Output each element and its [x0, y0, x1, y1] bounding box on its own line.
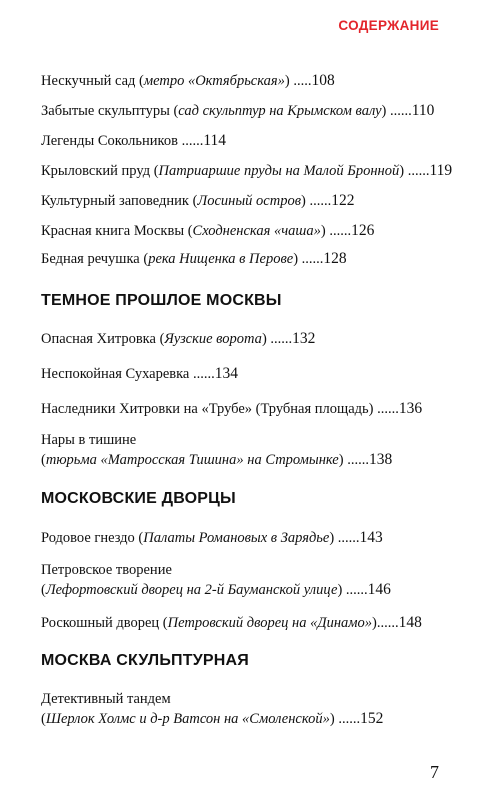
- entry-title: Культурный заповедник (: [41, 193, 198, 209]
- entry-paren: (: [41, 711, 46, 727]
- toc-entry[interactable]: [41, 399, 471, 419]
- entry-paren: (: [41, 452, 46, 468]
- entry-page: 108: [311, 72, 335, 89]
- toc-entry[interactable]: [41, 161, 471, 181]
- entry-title: Бедная речушка (: [41, 251, 149, 267]
- entry-title: Опасная Хитровка (: [41, 331, 165, 347]
- toc-entry[interactable]: [41, 101, 471, 121]
- entry-leader: ......: [376, 615, 399, 631]
- entry-paren: ): [261, 331, 267, 347]
- entry-paren: ): [337, 582, 343, 598]
- entry-paren: (: [41, 582, 46, 598]
- entry-paren: ): [329, 530, 335, 546]
- toc-entry[interactable]: [41, 71, 471, 91]
- toc-entry[interactable]: [41, 560, 471, 600]
- entry-leader: ......: [343, 452, 369, 468]
- toc-entry[interactable]: [41, 528, 471, 548]
- entry-title: Наследники Хитровки на «Трубе» (Трубная площадь): [41, 401, 374, 417]
- entry-paren: ): [293, 251, 299, 267]
- entry-paren: ): [301, 193, 306, 209]
- entry-leader: ......: [334, 530, 360, 546]
- entry-page: 152: [360, 710, 384, 727]
- entry-title: Родовое гнездо (: [41, 530, 144, 546]
- entry-page: 128: [323, 250, 347, 267]
- entry-page: 119: [429, 162, 453, 179]
- entry-subtitle: Сходненская «чаша»: [192, 223, 321, 239]
- entry-leader: ......: [305, 193, 332, 209]
- toc-entry[interactable]: [41, 249, 471, 269]
- toc-entry[interactable]: [41, 689, 471, 729]
- section-heading: МОСКВА СКУЛЬПТУРНАЯ: [41, 652, 249, 669]
- entry-subtitle: Лосиный остров: [197, 193, 302, 209]
- entry-subtitle: Лефортовский дворец на 2-й Бауманской улице: [45, 582, 338, 598]
- entry-title: Крыловский пруд (: [41, 163, 159, 179]
- entry-subtitle: река Нищенка в Перове: [148, 251, 294, 267]
- entry-leader: ......: [177, 133, 204, 149]
- section-heading: ТЕМНОЕ ПРОШЛОЕ МОСКВЫ: [41, 292, 282, 309]
- entry-page: 122: [331, 192, 355, 209]
- toc-entry[interactable]: [41, 329, 471, 349]
- entry-leader: .....: [289, 73, 312, 89]
- toc-entry[interactable]: [41, 430, 471, 470]
- entry-leader: ......: [325, 223, 352, 239]
- entry-title: Нары в тишине: [41, 432, 137, 448]
- entry-paren: ): [399, 163, 405, 179]
- entry-subtitle: Яузские ворота: [164, 331, 262, 347]
- entry-subtitle: Петровский дворец на «Динамо»: [167, 615, 373, 631]
- entry-page: 136: [398, 400, 423, 417]
- entry-title: Роскошный дворец (: [41, 615, 168, 631]
- entry-page: 114: [203, 132, 226, 149]
- entry-leader: ......: [386, 103, 412, 119]
- entry-page: 110: [411, 102, 435, 119]
- entry-paren: ): [381, 103, 387, 119]
- entry-leader: ......: [373, 401, 399, 417]
- entry-title: Петровское творение: [41, 562, 172, 578]
- chapter-header: СОДЕРЖАНИЕ: [338, 18, 439, 33]
- entry-subtitle: сад скульптур на Крымском валу: [178, 103, 382, 119]
- entry-subtitle: Палаты Романовых в Зарядье: [143, 530, 330, 546]
- toc-entry[interactable]: [41, 131, 471, 151]
- entry-leader: ......: [189, 366, 215, 382]
- entry-page: 146: [367, 581, 391, 598]
- toc-entry[interactable]: [41, 191, 471, 211]
- entry-leader: ......: [342, 582, 368, 598]
- entry-leader: ......: [334, 711, 361, 727]
- entry-subtitle: метро «Октябрьская»: [143, 73, 285, 89]
- entry-leader: ......: [298, 251, 324, 267]
- entry-subtitle: Шерлок Холмс и д-р Ватсон на «Смоленской»: [45, 711, 330, 727]
- entry-page: 134: [214, 365, 238, 382]
- entry-title: Нескучный сад (: [41, 73, 144, 89]
- entry-paren: ): [320, 223, 326, 239]
- entry-paren: ): [338, 452, 344, 468]
- entry-title: Неспокойная Сухаревка: [41, 366, 190, 382]
- toc-entry[interactable]: [41, 613, 471, 633]
- entry-page: 148: [398, 614, 422, 631]
- entry-page: 132: [292, 330, 316, 347]
- entry-subtitle: Патриаршие пруды на Малой Бронной: [158, 163, 400, 179]
- entry-page: 126: [351, 222, 375, 239]
- entry-leader: ......: [404, 163, 430, 179]
- entry-paren: ): [329, 711, 335, 727]
- entry-title: Забытые скульптуры (: [41, 103, 179, 119]
- entry-title: Детективный тандем: [41, 691, 171, 707]
- page-number: 7: [430, 762, 439, 782]
- entry-paren: ): [372, 615, 377, 631]
- section-heading: МОСКОВСКИЕ ДВОРЦЫ: [41, 490, 236, 507]
- entry-subtitle: тюрьма «Матросская Тишина» на Стромынке: [45, 452, 339, 468]
- entry-paren: ): [284, 73, 290, 89]
- toc-entry[interactable]: [41, 221, 471, 241]
- entry-title: Красная книга Москвы (: [41, 223, 193, 239]
- entry-title: Легенды Сокольников: [41, 133, 178, 149]
- entry-page: 138: [368, 451, 393, 468]
- toc-entry[interactable]: [41, 364, 471, 384]
- entry-page: 143: [359, 529, 383, 546]
- entry-leader: ......: [266, 331, 293, 347]
